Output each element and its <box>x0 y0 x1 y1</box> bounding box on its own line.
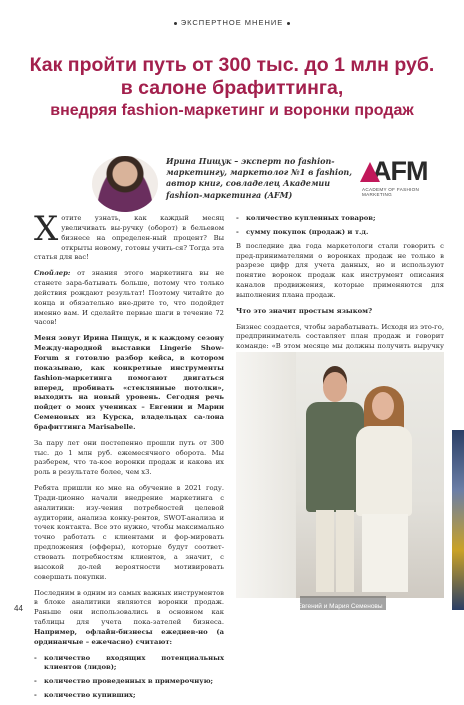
logo-subtitle: ACADEMY OF FASHION MARKETING <box>362 187 420 197</box>
photo-woman <box>354 386 414 592</box>
couple-photo <box>236 352 444 598</box>
kicker-text: ЭКСПЕРТНОЕ МНЕНИЕ <box>180 18 284 27</box>
logo-mark: AFM <box>372 156 428 186</box>
author-byline: Ирина Пищук – эксперт по fashion-маркетингу, маркетолог №1 в fashion, автор книг, совладелец Академии fashion-маркетинга (AFM) <box>166 156 353 200</box>
dot-icon <box>174 22 177 25</box>
intro-text: отите узнать, как каждый месяц увеличивать вы-ручку (оборот) в бельевом бизнесе на определен-ный процент? Вы открыты новому, готовы учить-ся? Тогда эта статья для вас! <box>34 214 224 262</box>
funnel-definition-paragraph: В последние два года маркетологи стали говорить с пред-принимателями о воронках продаж не только в разрезе цифр для учета данных, но и используют понятие воронок продаж как инструмент описания каналов продвижения, которые применяются для выполнения плана продаж. <box>236 241 444 299</box>
metrics-list-left <box>34 654 224 701</box>
author-intro-paragraph: Меня зовут Ирина Пищук, и к каждому сезону Между-народной выставки Lingerie Show-Forum я готовлю разбор кейса, в котором показываю, как конкретные инструменты fashion-маркетинга помогают двигаться вперед, пробивать «стеклянные потолки», выходить на новый уровень. Сегодня речь пойдет о моих учениках – Евгении и Марии Семеновых из Курска, владельцах са-лона брафиттинга Marisabelle. <box>34 334 224 431</box>
left-column <box>34 209 224 705</box>
afm-logo <box>362 158 446 208</box>
sales-plan-paragraph: Бизнес создается, чтобы зарабатывать. Исходя из это-го, предприниматель составляет план продаж и говорит команде: «В этом месяце мы должны получить выручку <box>236 322 444 351</box>
dot-icon <box>287 22 290 25</box>
title-line-1: Как пройти путь от 300 тыс. до 1 млн руб. <box>29 54 435 76</box>
right-column <box>236 214 444 368</box>
intro-paragraph <box>34 209 224 263</box>
analytics-paragraph: Ребята пришли ко мне на обучение в 2021 году. Тради-ционно начали внедрение маркетинга с аналитики: изу-чения потребностей целевой аудитории, анализа конку-рентов, SWOT-анализа и точек контакта. Все это нужно, чтобы максимально точно работать с клиентами и фор-мировать предложения (офферы), которые будут соответ-ствовать потребностям клиентов, а значит, с высокой до-лей вероятности мотивировать совершать покупки. <box>34 484 224 581</box>
section-kicker <box>0 18 464 27</box>
spoiler-paragraph <box>34 269 224 328</box>
title-line-2: в салоне брафиттинга, <box>120 77 344 99</box>
funnels-paragraph <box>34 589 224 648</box>
photo-wall <box>236 352 296 598</box>
article-title <box>12 54 452 121</box>
funnels-text: Последним в одним из самых важных инструментов в блоке аналитики являются воронки продаж. Раньше они использовались в основном как таблицы для учета пока-зателей бизнеса. <box>34 588 224 627</box>
adjacent-page-edge <box>452 430 464 610</box>
metrics-list-right <box>236 214 444 238</box>
spoiler-label: Спойлер: <box>34 269 71 278</box>
funnels-bold-text: Например, офлайн-бизнесы ежеднев-но (а ординанчые – ежечасно) считают: <box>34 627 224 646</box>
page-number: 44 <box>14 604 23 613</box>
spoiler-text: от знания этого маркетинга вы не станете зара-батывать больше, потому что только действия рождают результат! Поэтому читайте до конца и обязательно вне-дрите то, что подойдет именно вам. И сделайте первые шаги в течение 72 часов! <box>34 269 224 327</box>
author-portrait <box>92 156 158 212</box>
list-item: - количество купивших; <box>34 691 224 701</box>
logo-triangle-icon <box>360 162 380 182</box>
list-item: - количество входящих потенциальных клиентов (лидов); <box>34 654 224 674</box>
title-line-3: внедряя fashion-маркетинг и воронки продаж <box>50 102 414 119</box>
drop-cap: Х <box>34 209 59 249</box>
photo-caption: Евгений и Мария Семеновы <box>297 603 383 610</box>
list-item: - сумму покупок (продаж) и т.д. <box>236 228 444 238</box>
list-item: - количество купленных товаров; <box>236 214 444 224</box>
growth-paragraph: За пару лет они постепенно прошли путь от 300 тыс. до 1 млн руб. ежемесячного оборота. Мы разберем, что та-кое воронки продаж и какова их роль в результате более, чем х3. <box>34 438 224 477</box>
question-heading: Что это значит простым языком? <box>236 306 373 315</box>
list-item: - количество проведенных в примерочную; <box>34 677 224 687</box>
